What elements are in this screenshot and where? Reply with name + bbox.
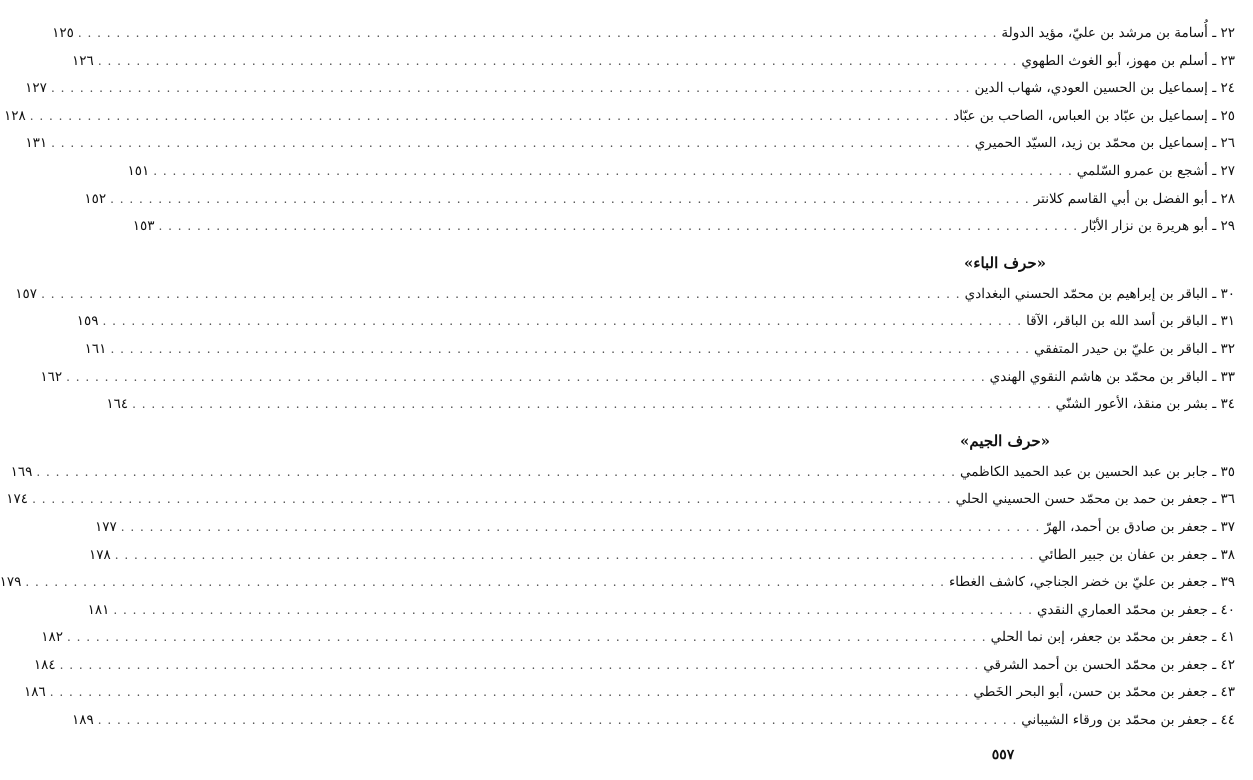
toc-entry [6, 486, 1235, 514]
entry-page-number: ١٦٩ [10, 463, 33, 480]
entry-page-number: ١٦١ [84, 340, 107, 357]
entry-page-number: ١٥١ [127, 162, 150, 179]
entry-page-number: ١٨١ [87, 601, 110, 618]
entry-number: ٢٣ ـ [1212, 52, 1235, 69]
toc-entry [132, 213, 1235, 241]
entry-number: ٢٤ ـ [1212, 80, 1235, 97]
entry-number: ٤١ ـ [1212, 629, 1235, 646]
toc-entry [95, 514, 1235, 542]
dot-leader [159, 213, 1079, 241]
toc-entry [72, 48, 1235, 76]
dot-leader [121, 514, 1041, 542]
entry-title: جعفر بن محمّد بن جعفر، إبن نما الحلي [990, 629, 1208, 646]
toc-entry [25, 130, 1235, 158]
entry-title: جعفر بن صادق بن أحمد، الهرّ [1044, 518, 1208, 535]
entry-number: ٣١ ـ [1212, 313, 1235, 330]
toc-entry [33, 652, 1235, 680]
entry-page-number: ١٨٤ [33, 656, 56, 673]
entry-number: ٢٨ ـ [1212, 190, 1235, 207]
entry-title: إسماعيل بن محمّد بن زيد، السيّد الحميري [974, 135, 1208, 152]
toc-entry [15, 281, 1235, 309]
dot-leader [25, 569, 945, 597]
entry-number: ٣٣ ـ [1212, 368, 1235, 385]
entry-number: ٤٢ ـ [1212, 656, 1235, 673]
toc-entry [10, 459, 1235, 487]
entry-title: أشجع بن عمرو السّلمي [1076, 162, 1208, 179]
toc-entry [87, 597, 1235, 625]
entry-number: ٣٥ ـ [1212, 463, 1235, 480]
toc-entry [71, 707, 1235, 735]
entry-title: جعفر بن محمّد العماري النقدي [1036, 601, 1208, 618]
dot-leader [30, 103, 950, 131]
section-heading: «حرف الجيم» [960, 431, 1050, 450]
dot-leader [113, 597, 1033, 625]
entry-title: جعفر بن عليّ بن خضر الجناجي، كاشف الغطاء [948, 574, 1208, 591]
entry-number: ٢٩ ـ [1212, 218, 1235, 235]
dot-leader [50, 679, 970, 707]
entry-title: الباقر بن محمّد بن هاشم النقوي الهندي [989, 368, 1208, 385]
toc-entry [24, 679, 1235, 707]
entry-page-number: ١٥٣ [132, 218, 155, 235]
toc-entry [84, 186, 1235, 214]
dot-leader [98, 48, 1018, 76]
entry-number: ٣٤ ـ [1212, 396, 1235, 413]
entry-title: الباقر بن عليّ بن حيدر المتفقي [1034, 340, 1208, 357]
entry-title: أبو الفضل بن أبي القاسم كلانتر [1033, 190, 1208, 207]
dot-leader [41, 281, 961, 309]
entry-number: ٣٧ ـ [1212, 518, 1235, 535]
dot-leader [78, 20, 998, 48]
dot-leader [110, 336, 1030, 364]
entry-number: ٢٧ ـ [1212, 162, 1235, 179]
toc-entry [41, 624, 1235, 652]
entry-title: جعفر بن محمّد بن حسن، أبو البحر الخَطي [973, 684, 1208, 701]
entry-title: جعفر بن محمّد الحسن بن أحمد الشرقي [983, 656, 1208, 673]
dot-leader [103, 308, 1023, 336]
toc-entry [25, 75, 1235, 103]
entry-number: ٤٠ ـ [1212, 601, 1235, 618]
entry-page-number: ١٢٦ [72, 52, 94, 69]
dot-leader [51, 75, 971, 103]
page-number: ٥٥٧ [991, 747, 1015, 763]
dot-leader [32, 486, 952, 514]
entry-page-number: ١٧٤ [6, 491, 29, 508]
dot-leader [153, 158, 1073, 186]
toc-entry [84, 336, 1235, 364]
entry-page-number: ١٢٧ [25, 80, 47, 97]
toc-entry [0, 569, 1235, 597]
dot-leader [98, 707, 1018, 735]
entry-title: جابر بن عبد الحسين بن عبد الحميد الكاظمي [959, 463, 1208, 480]
entry-page-number: ١٥٧ [15, 285, 38, 302]
toc-entry [127, 158, 1235, 186]
entry-number: ٣٦ ـ [1212, 491, 1235, 508]
entry-page-number: ١٧٨ [89, 546, 111, 563]
entry-page-number: ١٢٨ [3, 107, 26, 124]
entry-title: إسماعيل بن عبّاد بن العباس، الصاحب بن عبّاد [953, 107, 1208, 124]
entry-page-number: ١٥٩ [76, 313, 99, 330]
entry-number: ٣٩ ـ [1212, 574, 1235, 591]
entry-number: ٢٢ ـ [1212, 25, 1235, 41]
entry-title: جعفر بن حمد بن محمّد حسن الحسيني الحلي [955, 491, 1208, 508]
entry-page-number: ١٧٧ [95, 518, 117, 535]
entry-number: ٢٥ ـ [1212, 107, 1235, 124]
entry-title: أسلم بن مهوز، أبو الغوث الطهوي [1021, 52, 1208, 69]
dot-leader [110, 186, 1030, 214]
entry-title: الباقر بن أسد الله بن الباقر، الآقا [1026, 313, 1208, 330]
dot-leader [115, 542, 1035, 570]
entry-title: بشر بن منقذ، الأعور الشنّي [1055, 396, 1208, 413]
toc-entry [40, 364, 1235, 392]
entry-title: جعفر بن محمّد بن ورقاء الشيباني [1021, 712, 1208, 729]
toc-entry [89, 542, 1235, 570]
dot-leader [36, 459, 956, 487]
entry-title: جعفر بن عفان بن جبير الطائي [1038, 546, 1208, 563]
entry-number: ٣٢ ـ [1212, 340, 1235, 357]
entry-page-number: ١٦٢ [40, 368, 63, 385]
toc-entry [106, 391, 1235, 419]
entry-number: ٤٤ ـ [1212, 712, 1235, 729]
dot-leader [132, 391, 1052, 419]
entry-number: ٢٦ ـ [1212, 135, 1235, 152]
toc-entry [3, 103, 1235, 131]
entry-page-number: ١٢٥ [52, 25, 74, 41]
entry-page-number: ١٦٤ [106, 396, 129, 413]
dot-leader [67, 624, 987, 652]
entry-title: أُسامة بن مرشد بن عليّ، مؤيد الدولة [1001, 25, 1208, 41]
toc-entry [76, 308, 1235, 336]
entry-number: ٣٨ ـ [1212, 546, 1235, 563]
entry-page-number: ١٨٩ [71, 712, 94, 729]
entry-title: إسماعيل بن الحسين العودي، شهاب الدين [974, 80, 1208, 97]
dot-leader [51, 130, 971, 158]
entry-number: ٣٠ ـ [1212, 285, 1235, 302]
dot-leader [60, 652, 980, 680]
dot-leader [66, 364, 986, 392]
entry-title: الباقر بن إبراهيم بن محمّد الحسني البغدادي [964, 285, 1208, 302]
toc-entry [52, 20, 1235, 48]
section-heading: «حرف الباء» [964, 253, 1046, 272]
table-of-contents [0, 20, 1235, 735]
entry-page-number: ١٥٢ [84, 190, 107, 207]
entry-title: أبو هريرة بن نزار الأبّار [1082, 218, 1208, 235]
entry-page-number: ١٨٦ [24, 684, 46, 701]
entry-page-number: ١٨٢ [41, 629, 64, 646]
entry-page-number: ١٣١ [25, 135, 48, 152]
entry-page-number: ١٧٩ [0, 574, 22, 591]
entry-number: ٤٣ ـ [1212, 684, 1235, 701]
